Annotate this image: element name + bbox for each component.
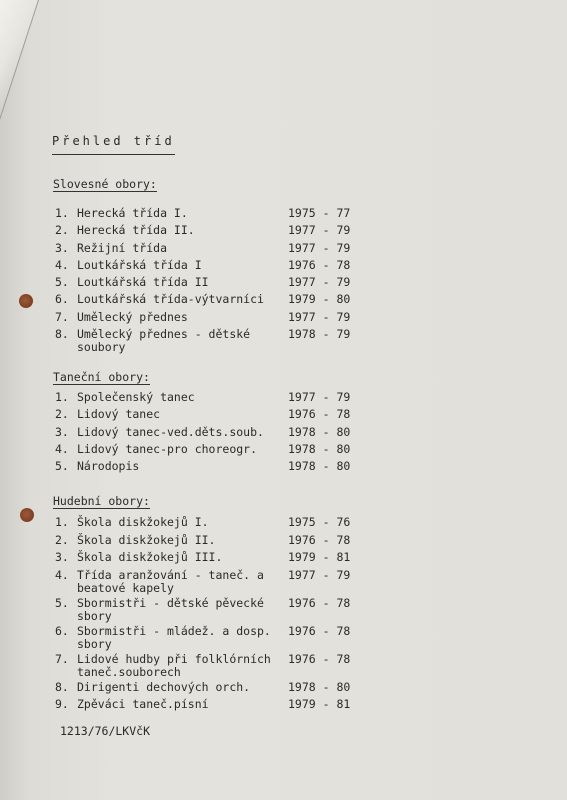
list-item [55, 624, 351, 651]
list-item [55, 292, 351, 306]
item-text: Loutkářská třída-výtvarníci [77, 292, 264, 306]
item-number: 4. [55, 258, 69, 272]
list-item [55, 652, 351, 679]
item-number: 3. [55, 425, 69, 439]
item-years: 1978 - 79 [288, 327, 351, 341]
item-number: 3. [55, 550, 69, 564]
list-item [55, 680, 351, 694]
item-number: 2. [55, 533, 69, 547]
item-number: 9. [55, 697, 69, 711]
item-number: 5. [55, 275, 69, 289]
item-number: 1. [55, 206, 69, 220]
item-years: 1976 - 78 [288, 596, 351, 610]
item-years: 1978 - 80 [288, 425, 351, 439]
item-years: 1979 - 81 [288, 697, 351, 711]
item-text: Loutkářská třída I [77, 258, 202, 272]
item-number: 5. [55, 459, 69, 473]
item-text: Společenský tanec [77, 390, 195, 404]
item-years: 1977 - 79 [288, 390, 351, 404]
item-years: 1975 - 76 [288, 515, 351, 529]
item-years: 1976 - 78 [288, 624, 351, 638]
item-text: Umělecký přednes - dětské soubory [77, 327, 251, 354]
item-years: 1977 - 79 [288, 241, 351, 255]
item-text: Lidový tanec-pro choreogr. [77, 442, 258, 456]
item-number: 7. [55, 310, 69, 324]
item-number: 3. [55, 241, 69, 255]
list-item [55, 258, 351, 272]
item-text: Lidové hudby při folklórních taneč.souborech [77, 652, 271, 679]
item-text: Herecká třída I. [77, 206, 188, 220]
item-number: 6. [55, 292, 69, 306]
item-years: 1975 - 77 [288, 206, 351, 220]
item-text: Zpěváci taneč.písní [77, 697, 209, 711]
item-number: 4. [55, 568, 69, 582]
list-item [55, 459, 351, 473]
item-number: 6. [55, 624, 69, 638]
list-item [55, 407, 351, 421]
item-years: 1978 - 80 [288, 459, 351, 473]
list-item [55, 533, 351, 547]
section-heading: Hudební obory: [53, 494, 150, 508]
item-text: Lidový tanec [77, 407, 161, 421]
item-text: Škola diskžokejů II. [77, 533, 216, 547]
item-years: 1977 - 79 [288, 310, 351, 324]
item-text: Loutkářská třída II [77, 275, 209, 289]
list-item [55, 697, 351, 711]
list-item [55, 425, 351, 439]
item-text: Umělecký přednes [77, 310, 188, 324]
punch-hole [19, 294, 33, 308]
reference-number: 1213/76/LKVčK [60, 724, 151, 738]
page-fold [0, 0, 39, 120]
list-item [55, 275, 351, 289]
item-years: 1978 - 80 [288, 680, 351, 694]
item-number: 2. [55, 223, 69, 237]
list-item [55, 515, 351, 529]
item-years: 1977 - 79 [288, 223, 351, 237]
item-number: 5. [55, 596, 69, 610]
item-number: 1. [55, 515, 69, 529]
item-number: 2. [55, 407, 69, 421]
list-item [55, 327, 351, 354]
item-text: Dirigenti dechových orch. [77, 680, 251, 694]
item-years: 1979 - 80 [288, 292, 351, 306]
item-years: 1978 - 80 [288, 442, 351, 456]
list-item [55, 241, 351, 255]
list-item [55, 550, 351, 564]
item-number: 4. [55, 442, 69, 456]
list-item [55, 206, 351, 220]
item-text: Sbormistři - mládež. a dosp. sbory [77, 624, 271, 651]
item-text: Herecká třída II. [77, 223, 195, 237]
item-number: 8. [55, 327, 69, 341]
item-text: Třída aranžování - taneč. a beatové kapely [77, 568, 264, 595]
list-item [55, 223, 351, 237]
item-text: Škola diskžokejů I. [77, 515, 209, 529]
list-item [55, 596, 351, 623]
item-text: Lidový tanec-ved.děts.soub. [77, 425, 264, 439]
item-text: Režijní třída [77, 241, 168, 255]
list-item [55, 568, 351, 595]
section-heading: Slovesné obory: [53, 177, 157, 191]
item-text: Škola diskžokejů III. [77, 550, 223, 564]
item-years: 1976 - 78 [288, 407, 351, 421]
document-title: Přehled tříd [52, 134, 175, 155]
item-text: Sbormistři - dětské pěvecké sbory [77, 596, 264, 623]
item-years: 1976 - 78 [288, 652, 351, 666]
punch-hole [20, 508, 34, 522]
item-years: 1977 - 79 [288, 568, 351, 582]
list-item [55, 310, 351, 324]
item-years: 1976 - 78 [288, 533, 351, 547]
item-years: 1977 - 79 [288, 275, 351, 289]
list-item [55, 442, 351, 456]
item-number: 7. [55, 652, 69, 666]
item-number: 8. [55, 680, 69, 694]
item-years: 1976 - 78 [288, 258, 351, 272]
list-item [55, 390, 351, 404]
section-heading: Taneční obory: [53, 370, 150, 384]
item-number: 1. [55, 390, 69, 404]
item-years: 1979 - 81 [288, 550, 351, 564]
item-text: Národopis [77, 459, 140, 473]
